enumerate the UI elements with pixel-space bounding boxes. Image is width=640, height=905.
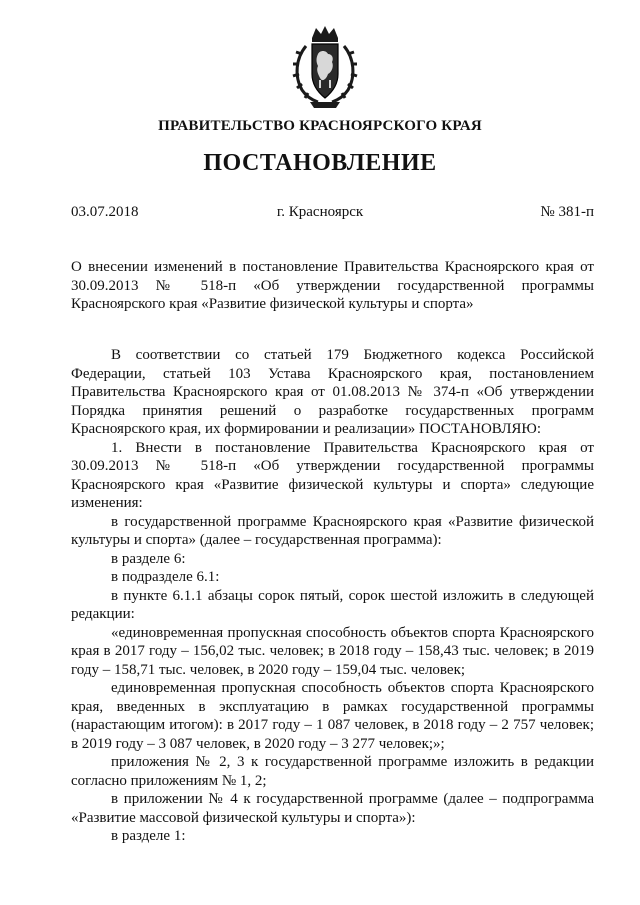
paragraph: приложения № 2, 3 к государственной программе изложить в редакции согласно приложениям № 1, 2; [71,754,594,789]
document-subject: О внесении изменений в постановление Правительства Красноярского края от 30.09.2013 № 518-п «Об утверждении государственной программы Красноярского края «Развитие физической культуры и спорта» [71,259,594,312]
document-number: № 381-п [540,204,594,220]
document-body [71,346,594,846]
paragraph-item-1: 1. Внести в постановление Правительства Красноярского края от 30.09.2013 № 518-п «Об утверждении государственной программы Красноярского края «Развитие физической культуры и спорта» следующие изменения: [71,439,594,511]
paragraph: в подразделе 6.1: [111,569,220,585]
paragraph-preamble: В соответствии со статьей 179 Бюджетного кодекса Российской Федерации, статьей 103 Устава Красноярского края, постановлением Правительства Красноярского края от 01.08.2013 № 374-п «Об утверждении Порядка принятия решений о разработке государственных программ Красноярского края, их формировании и реализации» ПОСТАНОВЛЯЮ: [71,347,594,437]
paragraph: в разделе 6: [111,550,186,567]
paragraph: единовременная пропускная способность объектов спорта Красноярского края, введенных в эксплуатацию в рамках государственной программы (нарастающим итогом): в 2017 году – 1 087 человек, в 2018 году – 2 757 человек; в 2019 году – 3 087 человек, в 2020 году – 3 277 человек;»; [71,680,594,752]
coat-of-arms-icon [290,24,360,110]
paragraph: в государственной программе Красноярского края «Развитие физической культуры и спорта» (далее – государственная программа): [71,513,594,548]
document-city: г. Красноярск [276,204,364,220]
government-title: ПРАВИТЕЛЬСТВО КРАСНОЯРСКОГО КРАЯ [158,118,482,134]
paragraph: «единовременная пропускная способность объектов спорта Красноярского края в 2017 году – 156,02 тыс. человек; в 2018 году – 158,43 тыс. человек; в 2019 году – 158,71 тыс. человек, в 2020 году – 159,04 тыс. человек; [71,624,594,678]
paragraph: в разделе 1: [111,828,186,844]
paragraph: в пункте 6.1.1 абзацы сорок пятый, сорок шестой изложить в следующей редакции: [71,587,594,622]
document-type: ПОСТАНОВЛЕНИЕ [203,150,437,176]
document-date: 03.07.2018 [71,204,139,220]
paragraph: в приложении № 4 к государственной программе (далее – подпрограмма «Развитие массовой физической культуры и спорта»): [71,791,594,826]
